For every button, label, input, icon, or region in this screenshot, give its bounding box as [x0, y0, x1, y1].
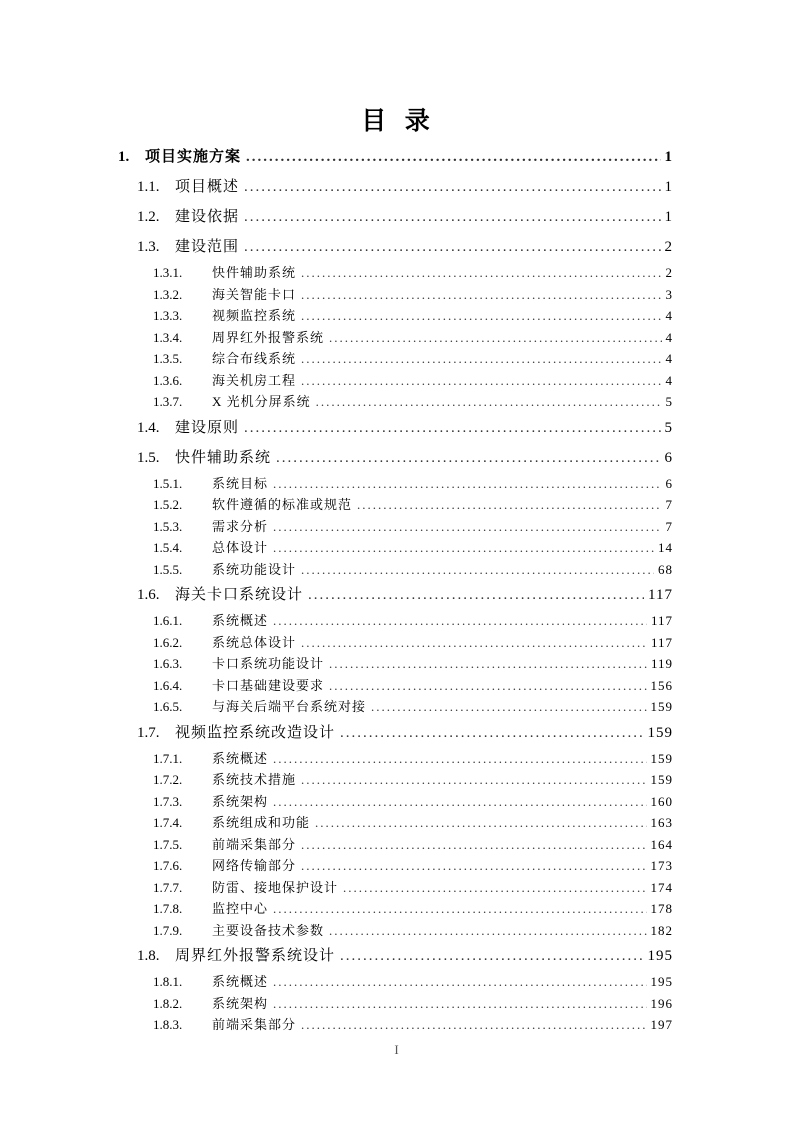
toc-entry-page: 182	[650, 922, 673, 938]
toc-entry-number: 1.3.7.	[153, 394, 183, 409]
toc-entry-title: 快件辅助系统	[212, 265, 297, 280]
page-title: 目 录	[361, 108, 432, 135]
toc-entry[interactable]	[118, 473, 673, 495]
toc-entry-page: 195	[647, 948, 673, 964]
toc-entry-number: 1.6.2.	[153, 634, 183, 650]
toc-entry-page: 6	[665, 475, 673, 491]
toc-entry-page: 6	[664, 449, 673, 466]
toc-entry-number: 1.3.5.	[153, 351, 183, 366]
dot-leader	[301, 632, 647, 654]
dot-leader	[301, 370, 661, 392]
toc-entry-title: 视频监控系统	[212, 308, 297, 323]
dot-leader	[273, 473, 661, 495]
dot-leader	[357, 494, 661, 516]
toc-entry-number: 1.7.6.	[153, 858, 183, 873]
toc-entry-page: 2	[664, 239, 673, 255]
toc-entry-number: 1.3.1.	[153, 265, 183, 280]
toc-entry-number: 1.7.3.	[153, 793, 183, 809]
toc-entry-title: 防雷、接地保护设计	[212, 879, 339, 895]
toc-entry-page: 5	[664, 419, 673, 436]
toc-entry-page: 7	[665, 518, 673, 534]
toc-entry-number: 1.7.2.	[153, 772, 183, 787]
dot-leader	[244, 172, 660, 202]
toc-entry[interactable]	[118, 877, 673, 899]
dot-leader	[329, 327, 661, 349]
toc-entry[interactable]	[118, 494, 673, 516]
toc-entry-page: 174	[650, 879, 673, 895]
toc-entry-title: 系统组成和功能	[212, 815, 311, 830]
toc-entry-number: 1.5.4.	[153, 540, 183, 555]
toc-entry-number: 1.6.4.	[153, 677, 183, 693]
toc-entry[interactable]	[118, 305, 673, 327]
toc-list	[118, 142, 673, 1036]
toc-entry-title: 系统总体设计	[212, 634, 297, 650]
toc-entry-title: 监控中心	[212, 901, 269, 916]
toc-entry[interactable]	[118, 632, 673, 654]
toc-entry-number: 1.7.9.	[153, 922, 183, 938]
toc-entry-title: 系统概述	[212, 750, 269, 766]
toc-entry-title: 系统架构	[212, 793, 269, 809]
toc-entry[interactable]	[118, 262, 673, 284]
toc-entry-number: 1.7.1.	[153, 750, 183, 766]
toc-entry-title: 系统技术措施	[212, 772, 297, 787]
toc-entry-number: 1.6.	[137, 587, 160, 603]
toc-entry-title: 与海关后端平台系统对接	[212, 699, 367, 714]
toc-entry-page: 4	[665, 372, 673, 388]
toc-entry-page: 2	[665, 265, 673, 280]
toc-entry[interactable]	[118, 172, 673, 202]
toc-entry[interactable]	[118, 769, 673, 791]
toc-entry-page: 159	[650, 772, 673, 787]
dot-leader	[301, 1014, 646, 1036]
toc-entry-page: 117	[650, 613, 673, 628]
dot-leader	[343, 877, 646, 899]
dot-leader	[301, 769, 646, 791]
toc-entry-title: 卡口系统功能设计	[212, 656, 325, 671]
toc-entry-title: 软件遵循的标准或规范	[212, 497, 353, 512]
toc-entry-number: 1.7.4.	[153, 815, 183, 830]
toc-entry-page: 7	[665, 497, 673, 512]
toc-entry-number: 1.1.	[137, 179, 160, 195]
toc-entry-title: 系统目标	[212, 475, 269, 491]
toc-entry[interactable]	[118, 284, 673, 306]
toc-entry[interactable]	[118, 202, 673, 232]
toc-entry-title: 综合布线系统	[212, 351, 297, 366]
toc-entry-number: 1.7.	[137, 724, 160, 741]
toc-entry-page: 4	[665, 351, 673, 366]
toc-entry-title: 海关智能卡口	[212, 286, 297, 302]
toc-entry[interactable]	[118, 559, 673, 581]
toc-entry-number: 1.5.1.	[153, 475, 183, 491]
toc-entry[interactable]	[118, 348, 673, 370]
dot-leader	[273, 993, 646, 1015]
toc-entry[interactable]	[118, 718, 673, 748]
toc-entry-title: 项目实施方案	[145, 149, 242, 165]
dot-leader	[276, 443, 660, 473]
toc-entry-number: 1.3.4.	[153, 329, 183, 345]
dot-leader	[244, 232, 660, 262]
toc-entry-page: 197	[650, 1017, 673, 1032]
toc-entry[interactable]	[118, 537, 673, 559]
toc-entry-page: 195	[650, 974, 673, 989]
dot-leader	[273, 898, 646, 920]
toc-entry[interactable]	[118, 855, 673, 877]
dot-leader	[329, 920, 646, 942]
toc-entry-page: 14	[658, 540, 673, 555]
toc-entry[interactable]	[118, 941, 673, 971]
toc-entry[interactable]	[118, 834, 673, 856]
dot-leader	[244, 413, 660, 443]
toc-entry[interactable]	[118, 898, 673, 920]
toc-entry-page: 68	[658, 561, 673, 577]
toc-entry-title: 系统概述	[212, 974, 269, 989]
toc-entry-number: 1.8.	[137, 948, 160, 964]
dot-leader	[340, 718, 643, 748]
toc-entry-page: 4	[665, 329, 673, 345]
toc-entry-page: 117	[650, 634, 673, 650]
toc-entry-number: 1.7.5.	[153, 836, 183, 852]
toc-entry-number: 1.8.1.	[153, 974, 183, 989]
toc-entry[interactable]	[118, 370, 673, 392]
toc-entry-title: 网络传输部分	[212, 858, 297, 873]
dot-leader	[273, 537, 654, 559]
toc-entry-number: 1.6.3.	[153, 656, 183, 671]
toc-entry-title: 项目概述	[175, 179, 240, 195]
toc-entry-title: 海关卡口系统设计	[175, 587, 304, 603]
toc-entry-number: 1.4.	[137, 419, 160, 436]
toc-entry-title: 海关机房工程	[212, 372, 297, 388]
toc-entry-page: 164	[650, 836, 673, 852]
toc-entry[interactable]	[118, 232, 673, 262]
toc-entry-title: X 光机分屏系统	[212, 394, 311, 409]
toc-entry[interactable]	[118, 748, 673, 770]
toc-entry-page: 196	[650, 995, 673, 1011]
toc-entry-number: 1.8.3.	[153, 1017, 183, 1032]
toc-entry-title: 系统架构	[212, 995, 269, 1011]
dot-leader	[329, 675, 646, 697]
dot-leader	[340, 941, 643, 971]
dot-leader	[273, 971, 646, 993]
dot-leader	[315, 812, 646, 834]
toc-entry-page: 3	[665, 286, 673, 302]
toc-entry-number: 1.5.3.	[153, 518, 183, 534]
toc-entry[interactable]	[118, 675, 673, 697]
dot-leader	[301, 305, 661, 327]
toc-entry-title: 主要设备技术参数	[212, 922, 325, 938]
toc-entry-title: 系统概述	[212, 613, 269, 628]
toc-entry[interactable]	[118, 516, 673, 538]
dot-leader	[301, 284, 661, 306]
toc-entry[interactable]	[118, 580, 673, 610]
toc-entry[interactable]	[118, 696, 673, 718]
dot-leader	[301, 348, 661, 370]
toc-entry-number: 1.5.5.	[153, 561, 183, 577]
toc-entry[interactable]	[118, 812, 673, 834]
toc-entry-page: 1	[664, 209, 673, 225]
toc-entry-page: 173	[650, 858, 673, 873]
toc-entry[interactable]	[118, 391, 673, 413]
toc-entry-number: 1.5.	[137, 449, 160, 466]
toc-entry-title: 周界红外报警系统设计	[175, 948, 336, 964]
dot-leader	[301, 855, 646, 877]
toc-entry-title: 卡口基础建设要求	[212, 677, 325, 693]
toc-entry-page: 163	[650, 815, 673, 830]
dot-leader	[273, 610, 647, 632]
toc-entry[interactable]	[118, 413, 673, 443]
toc-entry-page: 119	[650, 656, 673, 671]
toc-entry[interactable]	[118, 142, 673, 172]
dot-leader	[246, 142, 660, 172]
toc-entry[interactable]	[118, 327, 673, 349]
toc-entry-number: 1.5.2.	[153, 497, 183, 512]
toc-entry-page: 4	[665, 308, 673, 323]
dot-leader	[273, 791, 646, 813]
dot-leader	[301, 834, 646, 856]
toc-entry[interactable]	[118, 443, 673, 473]
toc-entry[interactable]	[118, 993, 673, 1015]
toc-entry-number: 1.6.1.	[153, 613, 183, 628]
toc-entry-page: 1	[664, 149, 673, 165]
toc-entry[interactable]	[118, 791, 673, 813]
toc-entry-title: 前端采集部分	[212, 1017, 297, 1032]
dot-leader	[273, 516, 661, 538]
dot-leader	[316, 391, 662, 413]
toc-entry-title: 总体设计	[212, 540, 269, 555]
dot-leader	[329, 653, 647, 675]
dot-leader	[244, 202, 660, 232]
toc-entry-number: 1.8.2.	[153, 995, 183, 1011]
toc-entry[interactable]	[118, 1014, 673, 1036]
dot-leader	[273, 748, 646, 770]
toc-entry-number: 1.6.5.	[153, 699, 183, 714]
toc-entry-number: 1.3.2.	[153, 286, 183, 302]
toc-entry-number: 1.3.3.	[153, 308, 183, 323]
toc-entry-page: 159	[650, 699, 673, 714]
toc-entry-number: 1.3.6.	[153, 372, 183, 388]
toc-entry-title: 视频监控系统改造设计	[175, 724, 336, 741]
toc-entry-title: 系统功能设计	[212, 561, 297, 577]
toc-entry-title: 建设原则	[175, 419, 240, 436]
toc-entry-number: 1.3.	[137, 239, 160, 255]
toc-entry[interactable]	[118, 653, 673, 675]
toc-entry-page: 159	[647, 724, 673, 741]
toc-entry-title: 建设范围	[175, 239, 240, 255]
toc-entry-page: 159	[650, 750, 673, 766]
toc-entry-number: 1.7.8.	[153, 901, 183, 916]
toc-entry-title: 前端采集部分	[212, 836, 297, 852]
toc-entry-page: 160	[650, 793, 673, 809]
toc-entry-page: 178	[650, 901, 673, 916]
toc-entry-title: 建设依据	[175, 209, 240, 225]
toc-entry-title: 快件辅助系统	[175, 449, 272, 466]
toc-entry[interactable]	[118, 920, 673, 942]
toc-entry-page: 117	[648, 587, 673, 603]
toc-entry-number: 1.2.	[137, 209, 160, 225]
dot-leader	[308, 580, 644, 610]
dot-leader	[301, 559, 654, 581]
toc-entry[interactable]	[118, 610, 673, 632]
toc-entry-number: 1.	[118, 149, 130, 165]
toc-entry-title: 需求分析	[212, 518, 269, 534]
toc-entry-page: 1	[664, 179, 673, 195]
toc-entry[interactable]	[118, 971, 673, 993]
toc-entry-page: 156	[650, 677, 673, 693]
page-number-footer: I	[394, 1042, 399, 1057]
dot-leader	[301, 262, 661, 284]
toc-entry-title: 周界红外报警系统	[212, 329, 325, 345]
dot-leader	[371, 696, 646, 718]
toc-entry-page: 5	[665, 394, 673, 409]
toc-entry-number: 1.7.7.	[153, 879, 183, 895]
